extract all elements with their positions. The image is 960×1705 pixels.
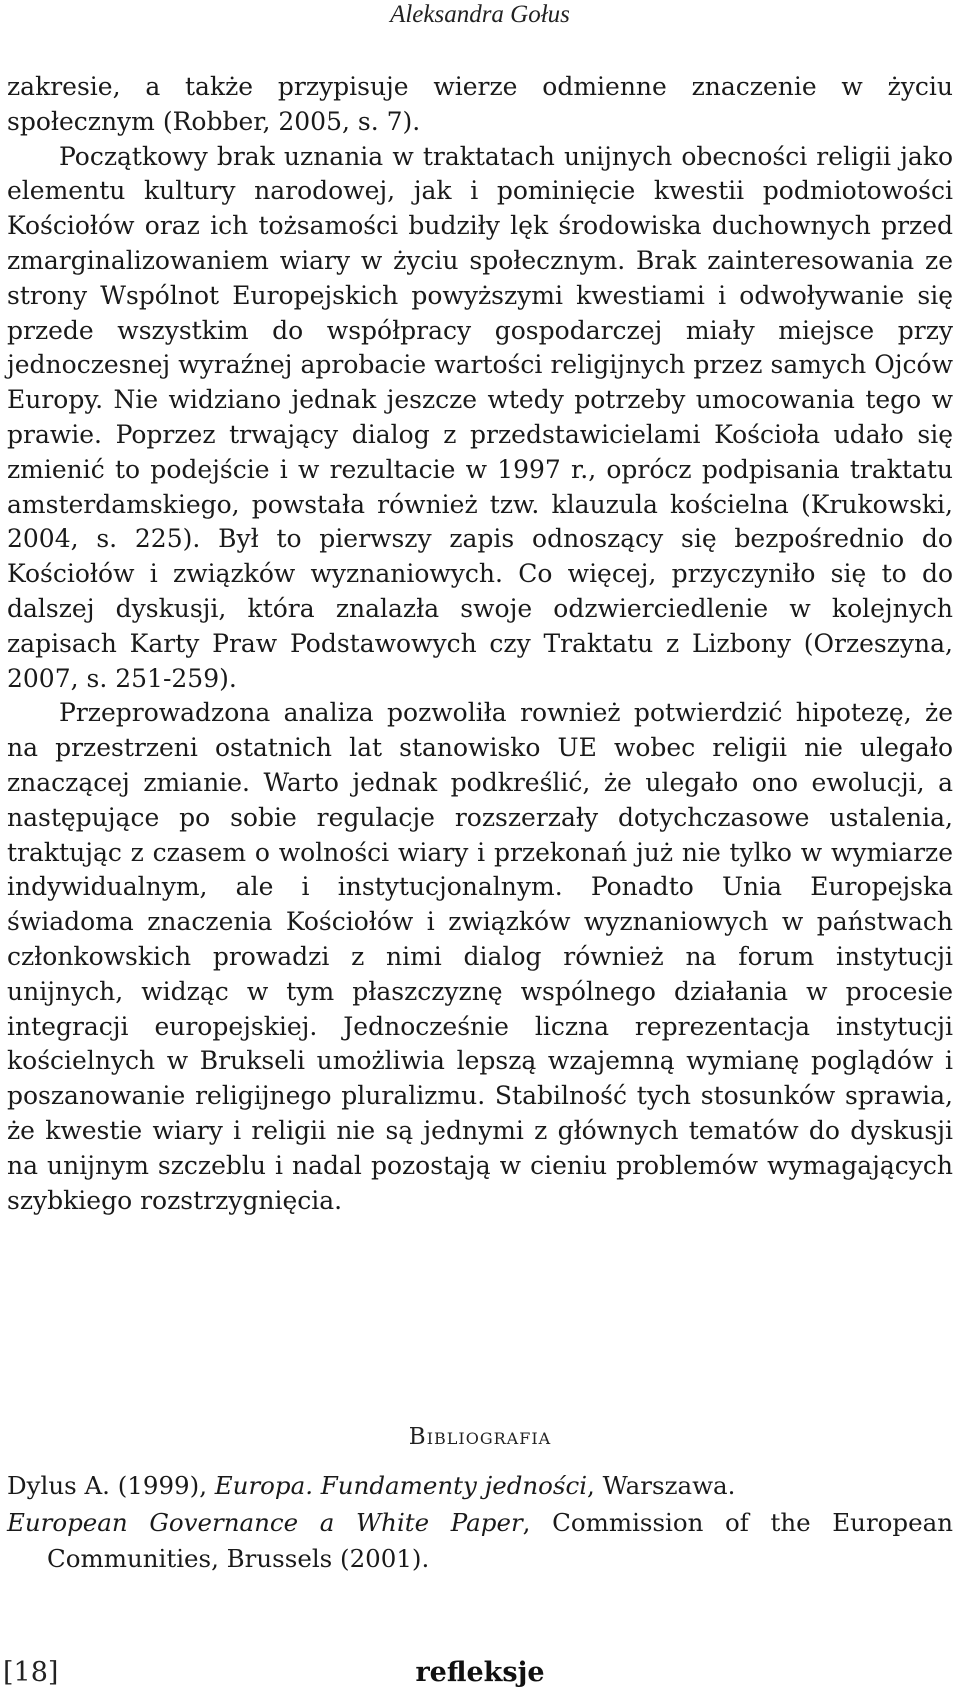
- bibliography-entry-publisher: , Commission of the European Communities, Brussels (2001).: [47, 1508, 953, 1573]
- bibliography-entry: [7, 1468, 953, 1504]
- journal-name: refleksje: [415, 1657, 545, 1688]
- bibliography-entry: [7, 1505, 953, 1577]
- bibliography-entry-publisher: , Warszawa.: [587, 1471, 736, 1500]
- paragraph-continuation: zakresie, a także przypisuje wierze odmienne znaczenie w życiu społecznym (Robber, 2005, s. 7).: [7, 72, 953, 136]
- bibliography-entry-title: European Governance a White Paper: [7, 1508, 523, 1537]
- paragraph-church-clause: Początkowy brak uznania w traktatach unijnych obecności religii jako elementu kultury narodowej, jak i pominięcie kwestii podmiotowości Kościołów oraz ich tożsamości budziły lęk środowiska duchownych przed zmarginalizowaniem wiary w życiu społecznym. Brak zainteresowania ze strony Wspólnot Europejskich powyższymi kwestiami i odwoływanie się przede wszystkim do współpracy gospodarczej miały miejsce przy jednoczesnej wyraźnej aprobacie wartości religijnych przez samych Ojców Europy. Nie widziano jednak jeszcze wtedy potrzeby umocowania tego w prawie. Poprzez trwający dialog z przedstawicielami Kościoła udało się zmienić to podejście i w rezultacie w 1997 r., oprócz podpisania traktatu amsterdamskiego, powstała również tzw. klauzula kościelna (Krukowski, 2004, s. 225). Był to pierwszy zapis odnoszący się bezpośrednio do Kościołów i związków wyznaniowych. Co więcej, przyczyniło się to do dalszej dyskusji, która znalazła swoje odzwierciedlenie w kolejnych zapisach Karty Praw Podstawowych czy Traktatu z Lizbony (Orzeszyna, 2007, s. 251-259).: [7, 141, 953, 693]
- bibliography-entry-title: Europa. Fundamenty jedności: [214, 1471, 588, 1500]
- paragraph-analysis-conclusion: Przeprowadzona analiza pozwoliła rownież potwierdzić hipotezę, że na przestrzeni ostatnich lat stanowisko UE wobec religii nie ulegało znaczącej zmianie. Warto jednak podkreślić, że ulegało ono ewolucji, a następujące po sobie regulacje rozszerzały dotychczasowe ustalenia, traktując z czasem o wolności wiary i przekonań już nie tylko w wymiarze indywidualnym, ale i instytucjonalnym. Ponadto Unia Europejska świadoma znaczenia Kościołów i związków wyznaniowych w państwach członkowskich prowadzi z nimi dialog również na forum instytucji unijnych, widząc w tym płaszczyznę wspólnego działania w procesie integracji europejskiej. Jednocześnie liczna reprezentacja instytucji kościelnych w Brukseli umożliwia lepszą wzajemną wymianę poglądów i poszanowanie religijnego pluralizmu. Stabilność tych stosunków sprawia, że kwestie wiary i religii nie są jednymi z głównych tematów do dyskusji na unijnym szczeblu i nadal pozostają w cieniu problemów wymagających szybkiego rozstrzygnięcia.: [7, 698, 953, 1215]
- bibliography-list: [7, 1468, 953, 1578]
- running-header-author: Aleksandra Gołus: [390, 1, 570, 28]
- article-body: [7, 70, 953, 1218]
- page-number: [18]: [3, 1657, 59, 1688]
- bibliography-heading: Bibliografia: [408, 1424, 552, 1450]
- bibliography-entry-author: Dylus A. (1999),: [7, 1471, 215, 1500]
